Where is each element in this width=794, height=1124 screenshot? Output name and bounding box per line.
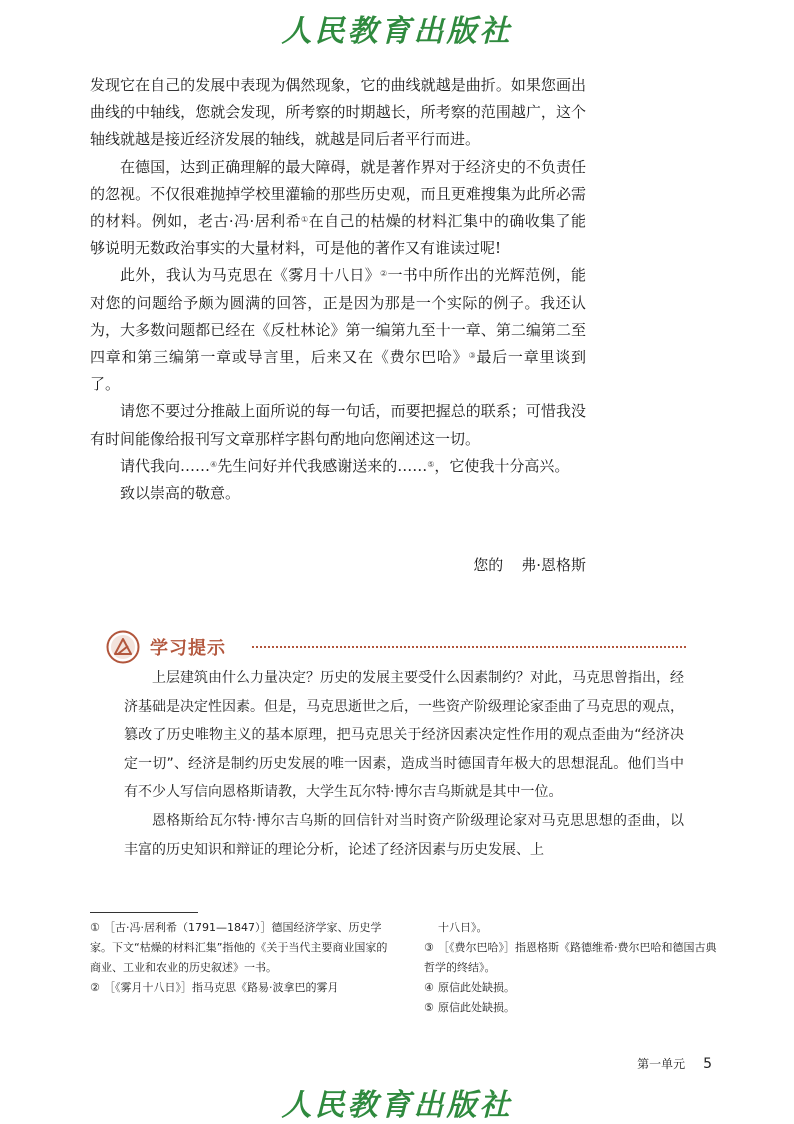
page-number: 5 (703, 1056, 712, 1072)
signature (90, 552, 586, 578)
publisher-logo-top: 人民教育出版社 (281, 14, 513, 49)
paragraph: 此外，我认为马克思在《雾月十八日》②一书中所作出的光辉范例，能对您的问题给予颇为圆满的回答，正是因为那是一个实际的例子。我还认为，大多数问题都已经在《反杜林论》第一编第九至十一章、第二编第二至四章和第三编第一章或导言里，后来又在《费尔巴哈》③最后一章里谈到了。 (90, 266, 586, 394)
footnote: ① ［古·冯·居利希（1791—1847）］德国经济学家、历史学家。下文“枯燥的材料汇集”指他的《关于当代主要商业国家的商业、工业和农业的历史叙述》一书。 (90, 921, 388, 974)
paragraph: 请您不要过分推敲上面所说的每一句话，而要把握总的联系；可惜我没有时间能像给报刊写文章那样字斟句酌地向您阐述这一切。 (90, 402, 586, 448)
study-tip-title: 学习提示 (150, 638, 226, 659)
footnote-ref[interactable]: ② (380, 269, 388, 279)
footnote-continuation: 十八日》。 (438, 921, 488, 934)
footnote: ⑤ 原信此处缺损。 (424, 1001, 515, 1014)
footnotes-left (90, 918, 390, 998)
paragraph: 发现它在自己的发展中表现为偶然现象，它的曲线就越是曲折。如果您画出曲线的中轴线，您就会发现，所考察的时期越长，所考察的范围越广，这个轴线就越是接近经济发展的轴线，就越是同后者平行而进。 (90, 76, 586, 149)
page-footer (637, 1055, 712, 1072)
footnote-ref[interactable]: ① (301, 215, 309, 225)
footnote: ④ 原信此处缺损。 (424, 981, 515, 994)
paragraph: 恩格斯给瓦尔特·博尔吉乌斯的回信针对当时资产阶级理论家对马克思思想的歪曲，以丰富的历史知识和辩证的理论分析，论述了经济因素与历史发展、上 (124, 812, 684, 858)
footnote-ref[interactable]: ⑤ (427, 459, 435, 469)
paragraph: 上层建筑由什么力量决定？历史的发展主要受什么因素制约？对此，马克思曾指出，经济基础是决定性因素。但是，马克思逝世之后，一些资产阶级理论家歪曲了马克思的观点，篡改了历史唯物主义的基本原理，把马克思关于经济因素决定性作用的观点歪曲为“经济决定一切”、经济是制约历史发展的唯一因素，造成当时德国青年极大的思想混乱。他们当中有不少人写信向恩格斯请教，大学生瓦尔特·博尔吉乌斯就是其中一位。 (124, 670, 684, 801)
footnote-rule (90, 912, 198, 913)
footnote-ref[interactable]: ④ (210, 459, 218, 469)
letter-body (90, 72, 586, 507)
paragraph: 在德国，达到正确理解的最大障碍，就是著作界对于经济史的不负责任的忽视。不仅很难抛掉学校里灌输的那些历史观，而且更难搜集为此所必需的材料。例如，老古·冯·居利希①在自己的枯燥的材料汇集中的确收集了能够说明无数政治事实的大量材料，可是他的著作又有谁读过呢! (90, 157, 586, 258)
unit-label: 第一单元 (637, 1057, 686, 1071)
paragraph: 请代我向……④先生问好并代我感谢送来的……⑤，它使我十分高兴。 (120, 456, 570, 475)
footnote-ref[interactable]: ③ (468, 351, 477, 361)
footnote: ③ ［《费尔巴哈》］指恩格斯《路德维希·费尔巴哈和德国古典哲学的终结》。 (424, 941, 717, 974)
signature-name: 弗·恩格斯 (521, 556, 586, 574)
signature-yours: 您的 (473, 556, 504, 574)
study-tip-text (124, 664, 684, 864)
study-tip-icon (106, 630, 140, 664)
study-tip-header (106, 630, 686, 664)
footnotes-right (424, 918, 724, 1018)
footnote: ② ［《雾月十八日》］指马克思《路易·波拿巴的雾月 (90, 981, 339, 994)
publisher-logo-bottom: 人民教育出版社 (281, 1088, 513, 1123)
dotted-divider (252, 646, 686, 648)
paragraph: 致以崇高的敬意。 (120, 484, 241, 503)
